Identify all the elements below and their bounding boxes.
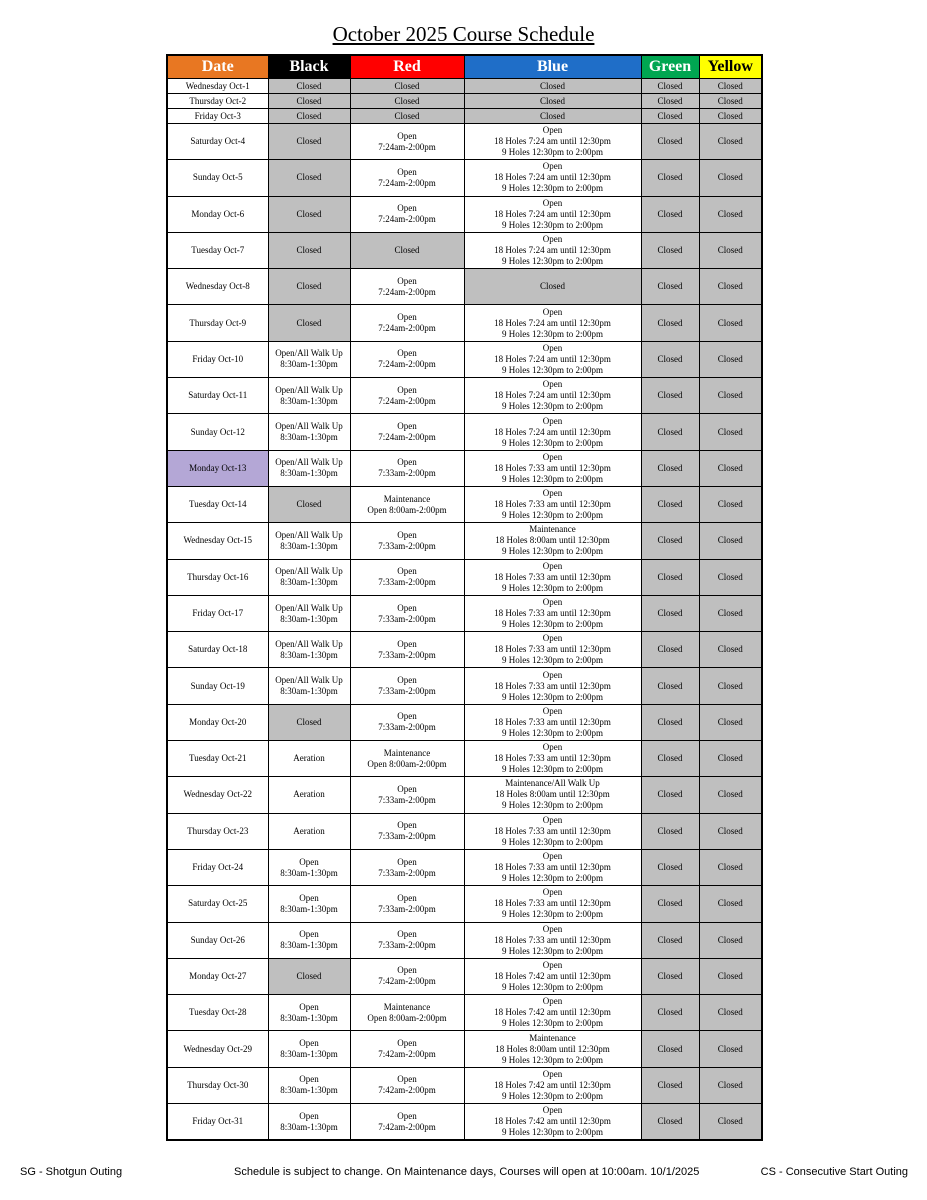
cell-red: Open 7:24am-2:00pm — [350, 378, 464, 414]
table-row — [167, 94, 762, 109]
cell-blue: Closed — [464, 94, 641, 109]
cell-green: Closed — [641, 269, 699, 305]
page-title: October 2025 Course Schedule — [332, 22, 595, 46]
header-yellow: Yellow — [699, 55, 762, 79]
header-black: Black — [268, 55, 350, 79]
table-row — [167, 196, 762, 232]
cell-green: Closed — [641, 632, 699, 668]
cell-yellow: Closed — [699, 1031, 762, 1067]
cell-date: Wednesday Oct-1 — [167, 79, 268, 94]
cell-green: Closed — [641, 450, 699, 486]
cell-red: Open 7:24am-2:00pm — [350, 414, 464, 450]
table-row — [167, 1104, 762, 1141]
cell-black: Open/All Walk Up 8:30am-1:30pm — [268, 595, 350, 631]
cell-green: Closed — [641, 886, 699, 922]
table-row — [167, 109, 762, 124]
cell-yellow: Closed — [699, 450, 762, 486]
cell-date: Friday Oct-24 — [167, 849, 268, 885]
cell-green: Closed — [641, 414, 699, 450]
cell-blue: Open 18 Holes 7:33 am until 12:30pm 9 Holes 12:30pm to 2:00pm — [464, 886, 641, 922]
cell-red: Open 7:33am-2:00pm — [350, 886, 464, 922]
cell-blue: Open 18 Holes 7:33 am until 12:30pm 9 Holes 12:30pm to 2:00pm — [464, 741, 641, 777]
cell-red: Open 7:33am-2:00pm — [350, 704, 464, 740]
cell-date: Tuesday Oct-28 — [167, 995, 268, 1031]
cell-blue: Open 18 Holes 7:24 am until 12:30pm 9 Holes 12:30pm to 2:00pm — [464, 196, 641, 232]
cell-green: Closed — [641, 486, 699, 522]
cell-green: Closed — [641, 813, 699, 849]
table-row — [167, 269, 762, 305]
table-row — [167, 414, 762, 450]
cell-yellow: Closed — [699, 886, 762, 922]
schedule-body — [167, 79, 762, 1141]
cell-yellow: Closed — [699, 378, 762, 414]
table-row — [167, 341, 762, 377]
header-red: Red — [350, 55, 464, 79]
cell-blue: Maintenance 18 Holes 8:00am until 12:30pm 9 Holes 12:30pm to 2:00pm — [464, 523, 641, 559]
cell-green: Closed — [641, 109, 699, 124]
cell-yellow: Closed — [699, 269, 762, 305]
cell-red: Open 7:42am-2:00pm — [350, 1031, 464, 1067]
cell-date: Saturday Oct-18 — [167, 632, 268, 668]
table-row — [167, 813, 762, 849]
table-row — [167, 450, 762, 486]
cell-blue: Open 18 Holes 7:24 am until 12:30pm 9 Holes 12:30pm to 2:00pm — [464, 124, 641, 160]
cell-date: Monday Oct-6 — [167, 196, 268, 232]
cell-red: Open 7:33am-2:00pm — [350, 668, 464, 704]
cell-red: Open 7:33am-2:00pm — [350, 523, 464, 559]
table-row — [167, 1031, 762, 1067]
cell-red: Open 7:42am-2:00pm — [350, 1104, 464, 1141]
cell-yellow: Closed — [699, 1067, 762, 1103]
header-row — [167, 55, 762, 79]
cell-yellow: Closed — [699, 196, 762, 232]
cell-date: Monday Oct-20 — [167, 704, 268, 740]
table-row — [167, 777, 762, 813]
cell-blue: Closed — [464, 269, 641, 305]
table-row — [167, 668, 762, 704]
cell-date: Monday Oct-13 — [167, 450, 268, 486]
cell-date: Saturday Oct-25 — [167, 886, 268, 922]
cell-yellow: Closed — [699, 523, 762, 559]
cell-blue: Closed — [464, 79, 641, 94]
cell-blue: Open 18 Holes 7:42 am until 12:30pm 9 Holes 12:30pm to 2:00pm — [464, 958, 641, 994]
cell-yellow: Closed — [699, 632, 762, 668]
cell-green: Closed — [641, 124, 699, 160]
cell-black: Aeration — [268, 777, 350, 813]
cell-red: Open 7:24am-2:00pm — [350, 341, 464, 377]
header-green: Green — [641, 55, 699, 79]
cell-green: Closed — [641, 922, 699, 958]
cell-black: Open 8:30am-1:30pm — [268, 1067, 350, 1103]
cell-green: Closed — [641, 232, 699, 268]
cell-green: Closed — [641, 305, 699, 341]
cell-blue: Maintenance/All Walk Up 18 Holes 8:00am until 12:30pm 9 Holes 12:30pm to 2:00pm — [464, 777, 641, 813]
cell-green: Closed — [641, 668, 699, 704]
cell-yellow: Closed — [699, 741, 762, 777]
cell-yellow: Closed — [699, 124, 762, 160]
cell-black: Closed — [268, 958, 350, 994]
cell-red: Open 7:33am-2:00pm — [350, 922, 464, 958]
cell-blue: Open 18 Holes 7:42 am until 12:30pm 9 Holes 12:30pm to 2:00pm — [464, 1067, 641, 1103]
cell-green: Closed — [641, 777, 699, 813]
cell-black: Closed — [268, 79, 350, 94]
cell-blue: Open 18 Holes 7:24 am until 12:30pm 9 Holes 12:30pm to 2:00pm — [464, 414, 641, 450]
cell-date: Friday Oct-31 — [167, 1104, 268, 1141]
cell-blue: Open 18 Holes 7:33 am until 12:30pm 9 Holes 12:30pm to 2:00pm — [464, 704, 641, 740]
cell-yellow: Closed — [699, 559, 762, 595]
cell-black: Open/All Walk Up 8:30am-1:30pm — [268, 414, 350, 450]
header-date: Date — [167, 55, 268, 79]
cell-black: Closed — [268, 196, 350, 232]
table-row — [167, 79, 762, 94]
cell-yellow: Closed — [699, 595, 762, 631]
cell-yellow: Closed — [699, 813, 762, 849]
cell-red: Open 7:42am-2:00pm — [350, 1067, 464, 1103]
cell-green: Closed — [641, 196, 699, 232]
cell-green: Closed — [641, 94, 699, 109]
header-blue: Blue — [464, 55, 641, 79]
footer-center-note: Schedule is subject to change. On Maintenance days, Courses will open at 10:00am. 10/1/2025 — [234, 1166, 700, 1178]
cell-green: Closed — [641, 79, 699, 94]
cell-blue: Open 18 Holes 7:24 am until 12:30pm 9 Holes 12:30pm to 2:00pm — [464, 378, 641, 414]
table-row — [167, 305, 762, 341]
cell-green: Closed — [641, 559, 699, 595]
cell-red: Open 7:24am-2:00pm — [350, 305, 464, 341]
cell-blue: Open 18 Holes 7:24 am until 12:30pm 9 Holes 12:30pm to 2:00pm — [464, 305, 641, 341]
table-row — [167, 922, 762, 958]
cell-green: Closed — [641, 1067, 699, 1103]
cell-black: Open 8:30am-1:30pm — [268, 995, 350, 1031]
table-row — [167, 486, 762, 522]
cell-red: Closed — [350, 94, 464, 109]
cell-date: Tuesday Oct-21 — [167, 741, 268, 777]
cell-black: Closed — [268, 232, 350, 268]
cell-black: Open/All Walk Up 8:30am-1:30pm — [268, 450, 350, 486]
cell-date: Sunday Oct-12 — [167, 414, 268, 450]
cell-green: Closed — [641, 1104, 699, 1141]
cell-black: Aeration — [268, 813, 350, 849]
cell-date: Thursday Oct-16 — [167, 559, 268, 595]
schedule-table — [166, 54, 763, 1141]
cell-blue: Open 18 Holes 7:42 am until 12:30pm 9 Holes 12:30pm to 2:00pm — [464, 995, 641, 1031]
cell-black: Closed — [268, 269, 350, 305]
cell-yellow: Closed — [699, 341, 762, 377]
cell-yellow: Closed — [699, 160, 762, 196]
table-row — [167, 741, 762, 777]
cell-green: Closed — [641, 958, 699, 994]
cell-green: Closed — [641, 378, 699, 414]
cell-date: Friday Oct-10 — [167, 341, 268, 377]
cell-green: Closed — [641, 704, 699, 740]
cell-yellow: Closed — [699, 922, 762, 958]
cell-red: Open 7:24am-2:00pm — [350, 160, 464, 196]
cell-blue: Open 18 Holes 7:24 am until 12:30pm 9 Holes 12:30pm to 2:00pm — [464, 341, 641, 377]
cell-date: Tuesday Oct-14 — [167, 486, 268, 522]
cell-black: Open 8:30am-1:30pm — [268, 922, 350, 958]
table-row — [167, 632, 762, 668]
footer-left-note: SG - Shotgun Outing — [20, 1166, 123, 1178]
cell-red: Closed — [350, 79, 464, 94]
cell-date: Sunday Oct-26 — [167, 922, 268, 958]
cell-date: Friday Oct-17 — [167, 595, 268, 631]
cell-date: Saturday Oct-11 — [167, 378, 268, 414]
cell-black: Open 8:30am-1:30pm — [268, 886, 350, 922]
cell-yellow: Closed — [699, 305, 762, 341]
cell-blue: Open 18 Holes 7:33 am until 12:30pm 9 Holes 12:30pm to 2:00pm — [464, 632, 641, 668]
cell-black: Open/All Walk Up 8:30am-1:30pm — [268, 523, 350, 559]
cell-black: Open 8:30am-1:30pm — [268, 1031, 350, 1067]
table-row — [167, 559, 762, 595]
cell-yellow: Closed — [699, 958, 762, 994]
cell-yellow: Closed — [699, 232, 762, 268]
cell-date: Monday Oct-27 — [167, 958, 268, 994]
cell-yellow: Closed — [699, 94, 762, 109]
cell-green: Closed — [641, 741, 699, 777]
footer-right-note: CS - Consecutive Start Outing — [760, 1166, 908, 1178]
cell-blue: Open 18 Holes 7:33 am until 12:30pm 9 Holes 12:30pm to 2:00pm — [464, 922, 641, 958]
cell-black: Closed — [268, 160, 350, 196]
cell-black: Open/All Walk Up 8:30am-1:30pm — [268, 559, 350, 595]
cell-blue: Closed — [464, 109, 641, 124]
cell-red: Open 7:33am-2:00pm — [350, 632, 464, 668]
cell-black: Closed — [268, 94, 350, 109]
cell-black: Aeration — [268, 741, 350, 777]
cell-date: Tuesday Oct-7 — [167, 232, 268, 268]
cell-green: Closed — [641, 595, 699, 631]
cell-blue: Open 18 Holes 7:42 am until 12:30pm 9 Holes 12:30pm to 2:00pm — [464, 1104, 641, 1141]
table-row — [167, 995, 762, 1031]
cell-green: Closed — [641, 523, 699, 559]
cell-date: Saturday Oct-4 — [167, 124, 268, 160]
cell-yellow: Closed — [699, 668, 762, 704]
table-row — [167, 1067, 762, 1103]
cell-red: Maintenance Open 8:00am-2:00pm — [350, 486, 464, 522]
cell-blue: Open 18 Holes 7:33 am until 12:30pm 9 Holes 12:30pm to 2:00pm — [464, 813, 641, 849]
cell-black: Closed — [268, 124, 350, 160]
cell-black: Open 8:30am-1:30pm — [268, 849, 350, 885]
table-row — [167, 523, 762, 559]
cell-yellow: Closed — [699, 109, 762, 124]
cell-yellow: Closed — [699, 486, 762, 522]
table-row — [167, 595, 762, 631]
cell-black: Closed — [268, 305, 350, 341]
cell-yellow: Closed — [699, 849, 762, 885]
cell-red: Maintenance Open 8:00am-2:00pm — [350, 995, 464, 1031]
table-row — [167, 378, 762, 414]
cell-red: Maintenance Open 8:00am-2:00pm — [350, 741, 464, 777]
table-row — [167, 124, 762, 160]
cell-blue: Open 18 Holes 7:24 am until 12:30pm 9 Holes 12:30pm to 2:00pm — [464, 160, 641, 196]
cell-date: Thursday Oct-23 — [167, 813, 268, 849]
cell-blue: Maintenance 18 Holes 8:00am until 12:30pm 9 Holes 12:30pm to 2:00pm — [464, 1031, 641, 1067]
cell-green: Closed — [641, 341, 699, 377]
cell-date: Sunday Oct-19 — [167, 668, 268, 704]
cell-yellow: Closed — [699, 414, 762, 450]
cell-black: Closed — [268, 109, 350, 124]
cell-green: Closed — [641, 995, 699, 1031]
cell-date: Wednesday Oct-29 — [167, 1031, 268, 1067]
cell-date: Friday Oct-3 — [167, 109, 268, 124]
cell-date: Thursday Oct-2 — [167, 94, 268, 109]
cell-red: Open 7:24am-2:00pm — [350, 196, 464, 232]
cell-green: Closed — [641, 1031, 699, 1067]
cell-red: Closed — [350, 232, 464, 268]
table-row — [167, 886, 762, 922]
cell-black: Open/All Walk Up 8:30am-1:30pm — [268, 378, 350, 414]
cell-blue: Open 18 Holes 7:33 am until 12:30pm 9 Holes 12:30pm to 2:00pm — [464, 486, 641, 522]
cell-red: Open 7:33am-2:00pm — [350, 813, 464, 849]
cell-date: Wednesday Oct-22 — [167, 777, 268, 813]
cell-black: Open/All Walk Up 8:30am-1:30pm — [268, 668, 350, 704]
cell-red: Open 7:24am-2:00pm — [350, 269, 464, 305]
cell-red: Open 7:33am-2:00pm — [350, 450, 464, 486]
cell-black: Closed — [268, 704, 350, 740]
cell-blue: Open 18 Holes 7:24 am until 12:30pm 9 Holes 12:30pm to 2:00pm — [464, 232, 641, 268]
table-row — [167, 232, 762, 268]
cell-date: Wednesday Oct-15 — [167, 523, 268, 559]
table-row — [167, 704, 762, 740]
cell-blue: Open 18 Holes 7:33 am until 12:30pm 9 Holes 12:30pm to 2:00pm — [464, 595, 641, 631]
cell-date: Thursday Oct-9 — [167, 305, 268, 341]
cell-date: Thursday Oct-30 — [167, 1067, 268, 1103]
cell-green: Closed — [641, 160, 699, 196]
cell-red: Open 7:33am-2:00pm — [350, 777, 464, 813]
cell-blue: Open 18 Holes 7:33 am until 12:30pm 9 Holes 12:30pm to 2:00pm — [464, 450, 641, 486]
cell-blue: Open 18 Holes 7:33 am until 12:30pm 9 Holes 12:30pm to 2:00pm — [464, 668, 641, 704]
cell-yellow: Closed — [699, 777, 762, 813]
cell-red: Open 7:33am-2:00pm — [350, 849, 464, 885]
cell-yellow: Closed — [699, 79, 762, 94]
cell-red: Closed — [350, 109, 464, 124]
table-row — [167, 160, 762, 196]
cell-blue: Open 18 Holes 7:33 am until 12:30pm 9 Holes 12:30pm to 2:00pm — [464, 559, 641, 595]
cell-yellow: Closed — [699, 1104, 762, 1141]
cell-black: Open/All Walk Up 8:30am-1:30pm — [268, 341, 350, 377]
cell-red: Open 7:33am-2:00pm — [350, 559, 464, 595]
cell-red: Open 7:42am-2:00pm — [350, 958, 464, 994]
table-row — [167, 849, 762, 885]
cell-red: Open 7:24am-2:00pm — [350, 124, 464, 160]
cell-blue: Open 18 Holes 7:33 am until 12:30pm 9 Holes 12:30pm to 2:00pm — [464, 849, 641, 885]
cell-date: Wednesday Oct-8 — [167, 269, 268, 305]
cell-green: Closed — [641, 849, 699, 885]
cell-black: Closed — [268, 486, 350, 522]
cell-black: Open 8:30am-1:30pm — [268, 1104, 350, 1141]
table-row — [167, 958, 762, 994]
cell-date: Sunday Oct-5 — [167, 160, 268, 196]
cell-red: Open 7:33am-2:00pm — [350, 595, 464, 631]
cell-yellow: Closed — [699, 995, 762, 1031]
cell-black: Open/All Walk Up 8:30am-1:30pm — [268, 632, 350, 668]
cell-yellow: Closed — [699, 704, 762, 740]
